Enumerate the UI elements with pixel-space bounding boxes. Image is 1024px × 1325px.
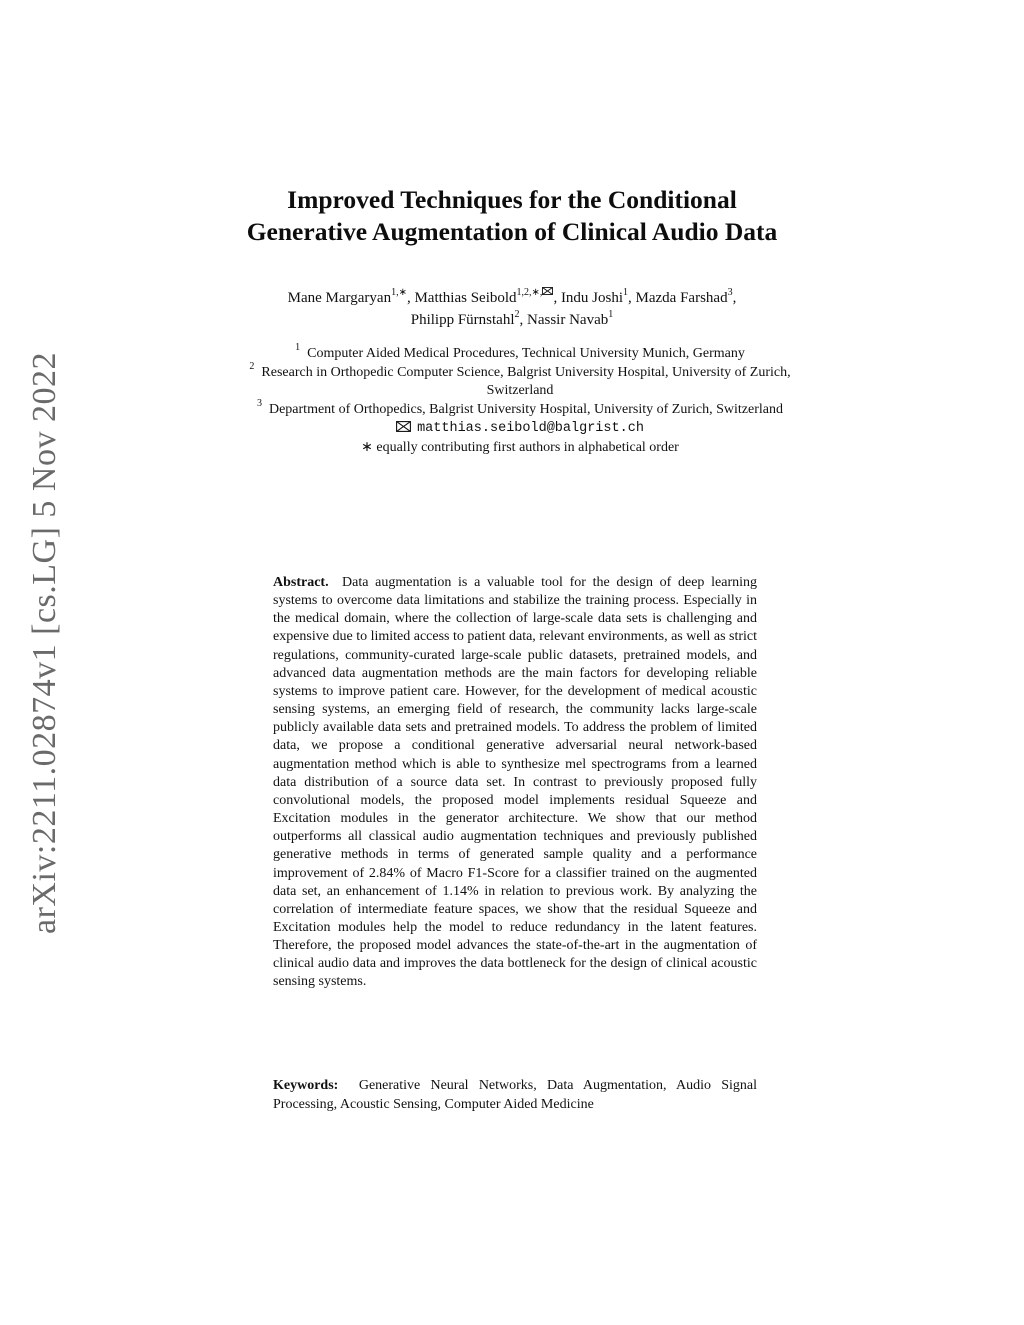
abstract-text: Data augmentation is a valuable tool for the design of deep learning systems to overcome data limitations and stabilize the training process. Especially in the medical domain, where the collection of large-scale data sets is challenging and expensive due to limited access to patient data, relevant environments, as well as strict regulations, community-curated large-scale public datasets, pretrained models, and advanced data augmentation methods are the main factors for developing reliable systems to improve patient care. However, for the development of medical acoustic sensing systems, an emerging field of research, the community lacks large-scale publicly available data sets and pretrained models. To address the problem of limited data, we propose a conditional generative adversarial neural network-based augmentation method which is able to synthesize mel spectrograms from a learned data distribution of a source data set. In contrast to previously proposed fully convolutional models, the proposed model implements residual Squeeze and Excitation modules in the generator architecture. We show that our method outperforms all classical audio augmentation techniques and previously published generative methods in terms of generated sample quality and a performance improvement of 2.84% of Macro F1-Score for a classifier trained on the augmented data set, an enhancement of 1.14% in relation to previous work. By analyzing the correlation of intermediate feature spaces, we show that the residual Squeeze and Excitation modules help the model to reduce redundancy in the latent features. Therefore, the proposed model advances the state-of-the-art in the augmentation of clinical audio data and improves the data bottleneck for the design of clinical acoustic sensing systems. — [273, 575, 758, 990]
author-affil-sup: 1,∗ — [391, 287, 407, 298]
affiliations — [225, 342, 815, 457]
author-affil-sup: 1,2,∗, — [517, 287, 554, 298]
author-name: Philipp Fürnstahl — [410, 312, 515, 328]
paper-title — [0, 184, 1024, 248]
author-name: Matthias Seibold — [414, 290, 517, 306]
author-affil-sup: 2 — [514, 309, 520, 320]
author-name: Indu Joshi — [560, 290, 624, 306]
contact-email[interactable]: matthias.seibold@balgrist.ch — [417, 421, 644, 436]
affiliation-2: $^2$ Research in Orthopedic Computer Science, Balgrist University Hospital, University of Zurich, Switzerland — [249, 360, 791, 398]
keywords-text: Generative Neural Networks, Data Augmentation, Audio Signal Processing, Acoustic Sensing, Computer Aided Medicine — [273, 1078, 757, 1112]
author-affil-sup: 3 — [727, 287, 733, 298]
author-name: Mane Margaryan — [287, 290, 392, 306]
author-line-2: Philipp Fürnstahl$^2$, Nassir Navab$^1$ — [410, 309, 614, 328]
title-line-2: Generative Augmentation of Clinical Audio Data — [246, 217, 778, 246]
affiliation-1: $^1$ Computer Aided Medical Procedures, Technical University Munich, Germany — [295, 342, 745, 361]
contact-email-line — [225, 419, 815, 439]
author-name: Mazda Farshad — [635, 290, 728, 306]
affiliation-3: $^3$ Department of Orthopedics, Balgrist University Hospital, University of Zurich, Switzerland — [256, 397, 783, 417]
abstract-label: Abstract. — [273, 575, 329, 590]
author-affil-sup: 1 — [623, 287, 629, 298]
envelope-icon — [396, 421, 411, 432]
arxiv-identifier: arXiv:2211.02874v1 [cs.LG] 5 Nov 2022 — [26, 351, 63, 934]
author-line-1: Mane Margaryan$^{1,∗}$, Matthias Seibold$^{1,2,∗,}$ , Indu Joshi$^1$, Mazda Farshad$^3$, — [287, 287, 737, 306]
keywords — [273, 1077, 757, 1114]
author-name: Nassir Navab — [527, 312, 609, 328]
arxiv-sidebar — [15, 351, 75, 934]
envelope-icon — [542, 287, 553, 295]
keywords-label: Keywords: — [273, 1078, 339, 1093]
author-list — [0, 287, 1024, 331]
abstract — [273, 574, 757, 992]
equal-contribution-note: ∗ equally contributing first authors in alphabetical order — [361, 439, 679, 455]
author-affil-sup: 1 — [608, 309, 614, 320]
title-line-1: Improved Techniques for the Conditional — [287, 185, 737, 214]
